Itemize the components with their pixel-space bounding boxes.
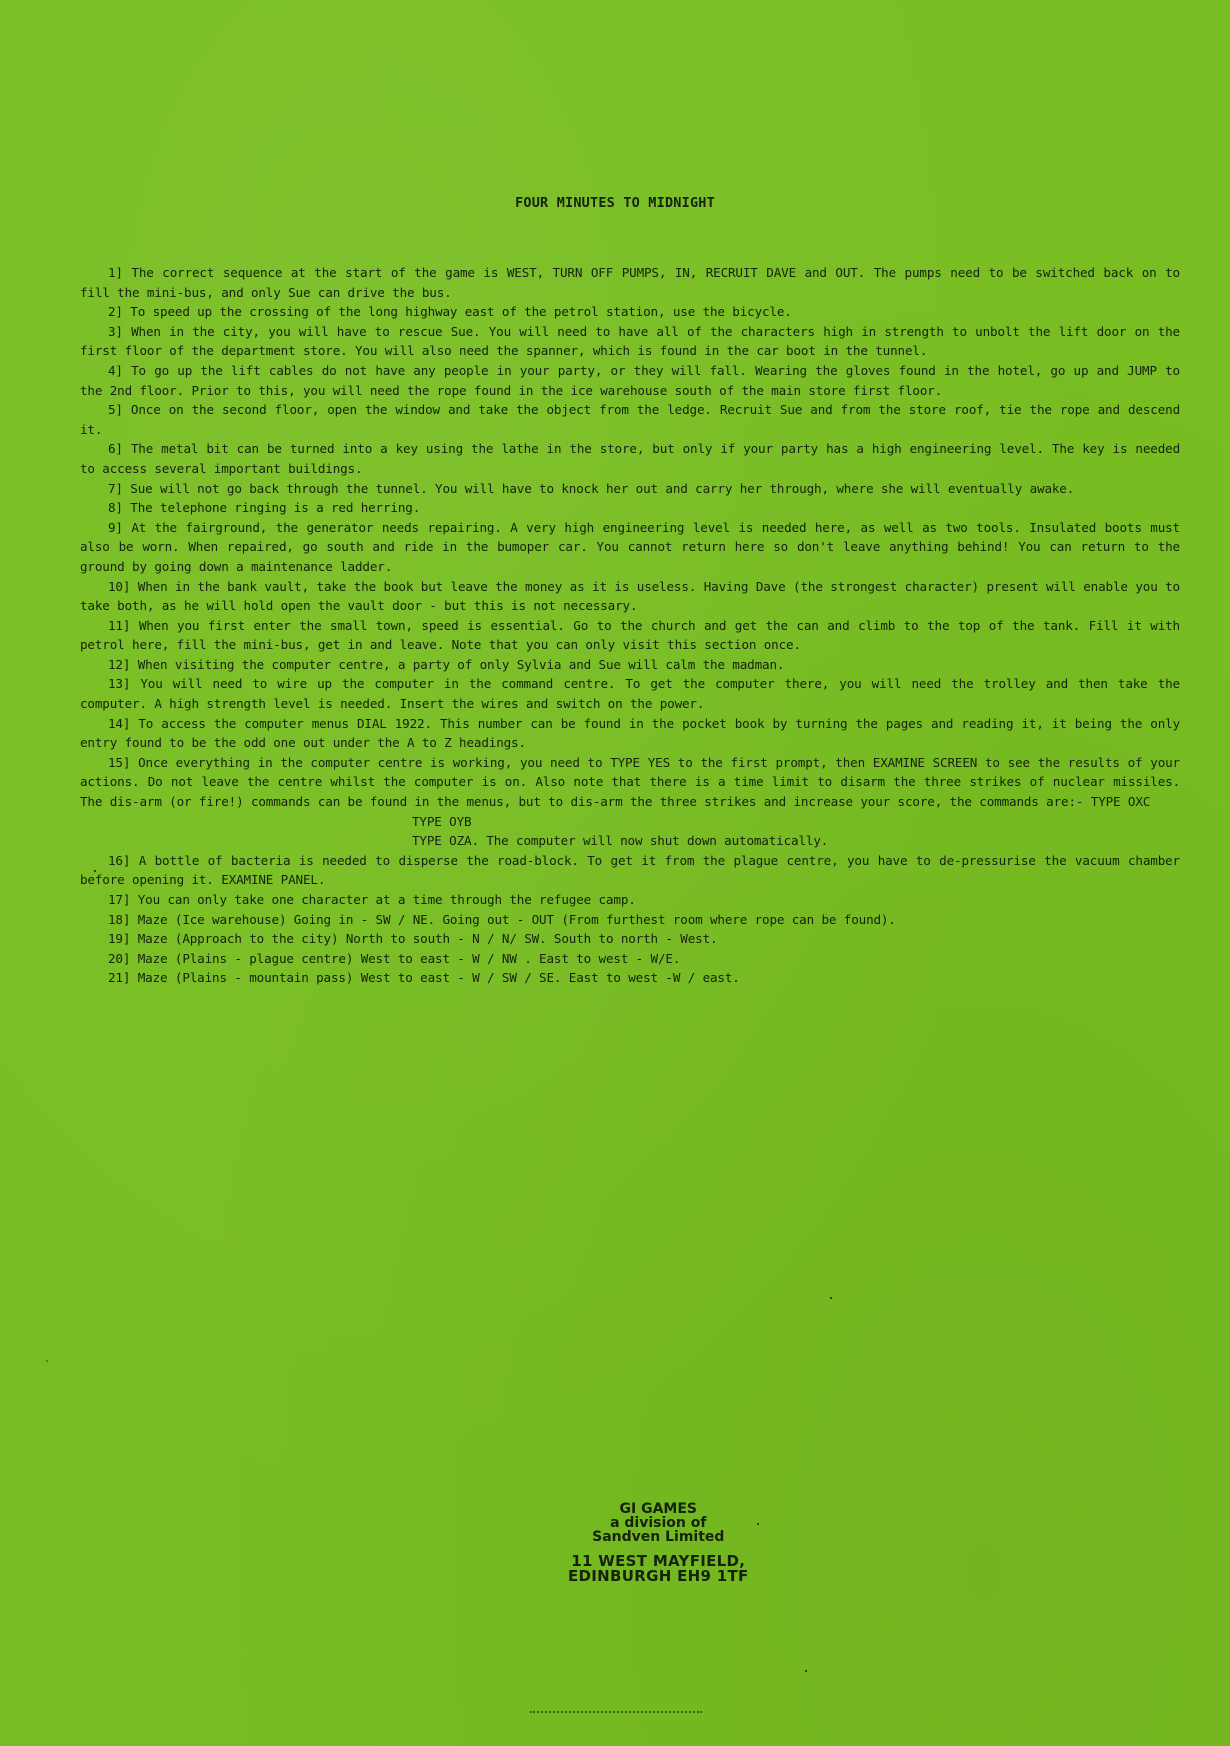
hint-5: 5] Once on the second floor, open the window and take the object from the ledge. Recruit Sue and from the store roof, tie the rope and descend it. [80,402,1180,437]
parent-company: Sandven Limited [592,1529,725,1545]
hint-1: 1] The correct sequence at the start of the game is WEST, TURN OFF PUMPS, IN, RECRUIT DAVE and OUT. The pumps need to be switched back on to fill the mini-bus, and only Sue can drive the bus. [80,265,1180,300]
faint-bottom-marks [530,1711,702,1713]
paper-speck [805,1670,807,1672]
address-line-1: 11 WEST MAYFIELD, [571,1552,746,1570]
hint-14: 14] To access the computer menus DIAL 1922. This number can be found in the pocket book by turning the pages and reading it, it being the only entry found to be the odd one out under the A to Z headings. [80,715,1180,751]
hint-17: 17] You can only take one character at a time through the refugee camp. [108,892,636,907]
hint-12: 12] When visiting the computer centre, a party of only Sylvia and Sue will calm the madman. [108,656,785,672]
document-title: FOUR MINUTES TO MIDNIGHT [515,195,715,211]
hint-2: 2] To speed up the crossing of the long highway east of the petrol station, use the bicycle. [108,304,792,320]
address-line-2: EDINBURGH EH9 1TF [568,1567,749,1585]
hint-21: 21] Maze (Plains - mountain pass) West to east - W / SW / SE. East to west -W / east. [108,970,740,986]
hint-15: 15] Once everything in the computer centre is working, you need to TYPE YES to the first prompt, then EXAMINE SCREEN to see the results of your actions. Do not leave the centre whilst the computer is on. Also note that there is a time limit to disarm the three strikes of nuclear missiles. The dis-arm (or fire!) commands can be found in the menus, but to dis-arm the three strikes and increase your score, the commands are:- TYPE OXC [80,754,1180,810]
hint-16: 16] A bottle of bacteria is needed to disperse the road-block. To get it from the plague centre, you have to de-pressurise the vacuum chamber before opening it. EXAMINE PANEL. [80,852,1180,888]
paper-speck [46,1360,48,1362]
hints-list [80,263,1180,988]
hint-13: 13] You will need to wire up the computer in the command centre. To get the computer there, you will need the trolley and then take the computer. A high strength level is needed. Insert the wires and switch on the power. [80,676,1180,712]
hint-11: 11] When you first enter the small town, speed is essential. Go to the church and get the can and climb to the top of the tank. Fill it with petrol here, fill the mini-bus, get in and leave. Note that you can only visit this section once. [80,617,1180,653]
hint-9: 9] At the fairground, the generator needs repairing. A very high engineering level is needed here, as well as two tools. Insulated boots must also be worn. When repaired, go south and ride in the bumoper car. You cannot return here so don't leave anything behind! You can return to the ground by going down a maintenance ladder. [80,519,1180,574]
hint-19: 19] Maze (Approach to the city) North to south - N / N/ SW. South to north - West. [108,931,718,947]
hint-6: 6] The metal bit can be turned into a key using the lathe in the store, but only if your party has a high engineering level. The key is needed to access several important buildings. [80,441,1180,476]
paper-speck [830,1297,832,1299]
hint-10: 10] When in the bank vault, take the book but leave the money as it is useless. Having Dave (the strongest character) present will enable you to take both, as he will hold open the vault door - but this is not necessary. [80,578,1180,614]
division-text: a division of [610,1515,707,1531]
company-name: GI GAMES [619,1501,698,1517]
hint-7: 7] Sue will not go back through the tunnel. You will have to knock her out and carry her through, where she will eventually awake. [108,480,1075,496]
hint-4: 4] To go up the lift cables do not have any people in your party, or they will fall. Wearing the gloves found in the hotel, go up and JUMP to the 2nd floor. Prior to this, you will need the rope found in the ice warehouse south of the main store first floor. [80,362,1180,398]
hint-20: 20] Maze (Plains - plague centre) West to east - W / NW . East to west - W/E. [108,950,681,966]
hint-3: 3] When in the city, you will have to rescue Sue. You will need to have all of the characters high in strength to unbolt the lift door on the first floor of the department store. You will also need the spanner, which is found in the car boot in the tunnel. [80,323,1180,359]
hint-8: 8] The telephone ringing is a red herring. [108,500,421,516]
paper-speck [94,870,96,872]
hint-15-command-oyb: TYPE OYB [412,813,472,829]
paper-speck [757,1523,759,1525]
hint-18: 18] Maze (Ice warehouse) Going in - SW / NE. Going out - OUT (From furthest room where rope can be found). [108,911,896,927]
hint-15-command-oza: TYPE OZA. The computer will now shut down automatically. [412,833,829,849]
publisher-footer [568,1502,749,1584]
